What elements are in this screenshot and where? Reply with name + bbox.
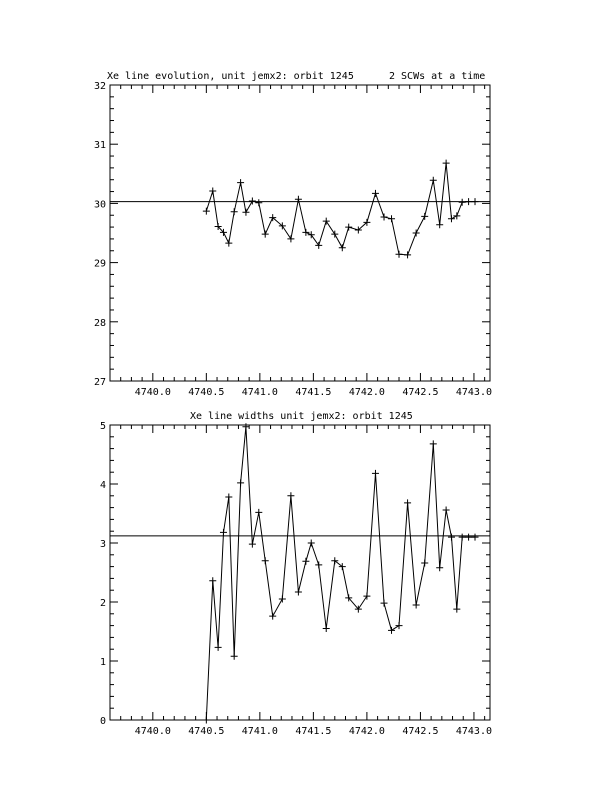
widths-data-point [436,564,443,571]
evolution-data-point [453,212,460,219]
widths-data-point [242,423,249,430]
widths-data-point [363,593,370,600]
evolution-data-point [262,231,269,238]
widths-x-tick-label: 4741.0 [241,726,278,737]
widths-data-point [372,470,379,477]
widths-data-point [381,600,388,607]
evolution-title: Xe line evolution, unit jemx2: orbit 1245 [107,71,354,82]
evolution-plot-frame [110,85,490,381]
widths-data-point [225,493,232,500]
widths-data-point [295,588,302,595]
evolution-data-point [465,198,472,205]
evolution-data-point [225,240,232,247]
evolution-y-tick-label: 30 [93,199,106,211]
widths-data-point [209,577,216,584]
evolution-data-point [436,221,443,228]
widths-y-tick-label: 0 [99,716,106,727]
widths-data-point [413,601,420,608]
evolution-x-tick-label: 4740.5 [188,387,225,398]
widths-x-tick-label: 4741.5 [295,726,332,737]
evolution-data-point [413,230,420,237]
evolution-y-tick-label: 27 [93,377,106,388]
evolution-data-point [372,190,379,197]
widths-data-point [323,625,330,632]
evolution-panel [94,71,492,398]
evolution-data-point [255,199,262,206]
evolution-data-point [388,215,395,222]
evolution-data-point [203,208,210,215]
evolution-subtitle: 2 SCWs at a time [389,71,486,82]
evolution-x-tick-label: 4742.5 [402,387,439,398]
evolution-data-point [287,235,294,242]
evolution-data-point [323,218,330,225]
widths-data-point [262,557,269,564]
widths-data-point [404,499,411,506]
widths-x-tick-label: 4742.0 [348,726,385,737]
widths-panel [100,411,492,737]
evolution-data-point [448,215,455,222]
evolution-y-tick-label: 31 [93,140,106,152]
widths-data-point [302,558,309,565]
widths-data-point [220,529,227,536]
widths-series-line [206,427,475,720]
widths-x-tick-label: 4740.0 [134,726,171,737]
evolution-data-point [404,251,411,258]
widths-data-point [472,534,479,541]
widths-data-point [237,479,244,486]
widths-plot-frame [110,425,490,720]
widths-y-tick-label: 3 [99,539,106,550]
evolution-data-point [339,244,346,251]
evolution-data-point [472,198,479,205]
evolution-data-point [237,179,244,186]
evolution-data-point [430,177,437,184]
widths-data-point [453,606,460,613]
evolution-y-tick-label: 29 [93,258,106,270]
evolution-series-line [206,163,475,255]
widths-data-point [315,561,322,568]
widths-y-tick-label: 5 [99,421,106,432]
widths-y-tick-label: 4 [99,480,106,491]
evolution-data-point [315,242,322,249]
widths-data-point [203,717,210,724]
evolution-data-point [331,231,338,238]
widths-data-point [465,534,472,541]
widths-data-point [430,440,437,447]
widths-y-tick-label: 2 [99,598,106,609]
evolution-data-point [396,251,403,258]
evolution-x-tick-label: 4741.0 [241,387,278,398]
widths-data-point [255,509,262,516]
widths-data-point [215,644,222,651]
widths-x-tick-label: 4742.5 [402,726,439,737]
widths-data-point [249,541,256,548]
evolution-data-point [249,198,256,205]
evolution-x-tick-label: 4742.0 [348,387,385,398]
widths-data-point [443,506,450,513]
evolution-y-tick-label: 32 [93,81,106,92]
evolution-data-point [443,160,450,167]
widths-data-point [231,653,238,660]
widths-y-tick-label: 1 [99,657,106,668]
evolution-y-tick-label: 28 [93,317,106,329]
widths-data-point [459,534,466,541]
evolution-x-tick-label: 4743.0 [455,387,493,398]
widths-data-point [279,596,286,603]
evolution-x-tick-label: 4740.0 [134,387,171,398]
evolution-data-point [231,208,238,215]
widths-title: Xe line widths unit jemx2: orbit 1245 [190,411,413,422]
widths-data-point [448,534,455,541]
evolution-data-point [459,199,466,206]
widths-data-point [269,613,276,620]
evolution-data-point [242,209,249,216]
evolution-data-point [381,214,388,221]
widths-data-point [421,560,428,567]
evolution-data-point [345,224,352,231]
widths-data-point [388,627,395,634]
evolution-data-point [209,187,216,194]
widths-data-point [287,492,294,499]
widths-data-point [308,540,315,547]
evolution-x-tick-label: 4741.5 [295,387,332,398]
widths-x-tick-label: 4743.0 [455,726,493,737]
evolution-data-point [421,213,428,220]
widths-data-point [396,622,403,629]
widths-x-tick-label: 4740.5 [188,726,225,737]
